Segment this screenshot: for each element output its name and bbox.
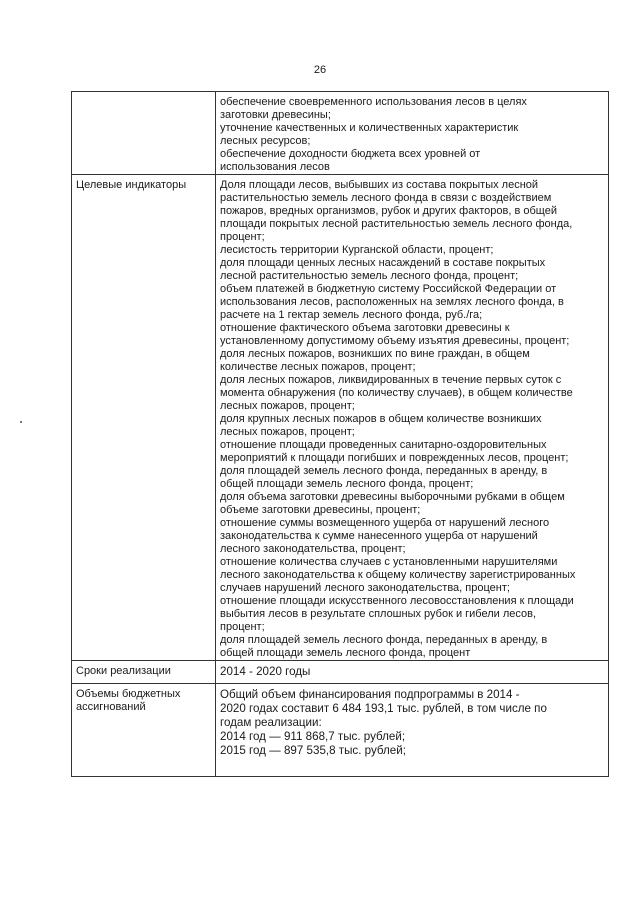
text-line: Доля площади лесов, выбывших из состава покрытых лесной [220,179,539,191]
text-line: доля объема заготовки древесины выборочными рубками в общем [220,491,565,503]
text-line: обеспечение своевременного использования лесов в целях [220,96,527,108]
text-line: годам реализации: [220,716,322,729]
text-line: уточнение качественных и количественных характеристик [220,122,519,134]
text-line: 2020 годах составит 6 484 193,1 тыс. рублей, в том числе по [220,702,547,715]
text-line: случаев нарушений лесного законодательства, процент; [220,582,510,594]
row-content [216,684,609,777]
table-row-indicators [72,175,609,661]
text-line: отношение количества случаев с установленными нарушителями [220,556,558,568]
text-line: доля лесных пожаров, ликвидированных в течение первых суток с [220,374,562,386]
text-line: использования лесов [220,161,330,173]
text-line: объем платежей в бюджетную систему Российской Федерации от [220,283,557,295]
text-line: доля площадей земель лесного фонда, переданных в аренду, в [220,465,548,477]
text-line: выбытия лесов в результате сплошных рубок и гибели лесов, [220,608,537,620]
text-line: лесистость территории Курганской области, процент; [220,244,494,256]
text-line: доля крупных лесных пожаров в общем количестве возникших [220,413,542,425]
text-line: отношение фактического объема заготовки древесины к [220,322,510,334]
text-line: площади покрытых лесной растительностью земель лесного фонда, [220,218,573,230]
page-number: 26 [313,64,327,76]
text-line: 2014 год — 911 868,7 тыс. рублей; [220,730,406,743]
text-line: пожаров, вредных организмов, рубок и других факторов, в общей [220,205,557,217]
text-line: процент; [220,231,265,243]
text-line: лесных пожаров, процент; [220,400,355,412]
text-line: 2015 год — 897 535,8 тыс. рублей; [220,744,406,757]
text-line: заготовки древесины; [220,109,331,121]
text-line: растительностью земель лесного фонда в связи с воздействием [220,192,552,204]
text-line: мероприятий к площади погибших и поврежденных лесов, процент; [220,452,569,464]
row-label: Целевые индикаторы [72,175,216,661]
row-label: Сроки реализации [72,661,216,684]
text-line: использования лесов, расположенных на землях лесного фонда, в [220,296,564,308]
row-label: Объемы бюджетных ассигнований [72,684,216,777]
text-line: общей площади земель лесного фонда, процент; [220,478,474,490]
text-line: объеме заготовки древесины, процент; [220,504,421,516]
row-content [216,92,609,175]
text-line: доля площадей земель лесного фонда, переданных в аренду, в [220,634,548,646]
text-line: обеспечение доходности бюджета всех уровней от [220,148,481,160]
text-line: лесного законодательства к общему количеству зарегистрированных [220,569,576,581]
table-row-goals [72,92,609,175]
text-line: процент; [220,621,265,633]
table-row-period [72,661,609,684]
text-line: законодательства к сумме нанесенного ущерба от нарушений [220,530,538,542]
text-line: количестве лесных пожаров, процент; [220,361,416,373]
text-line: лесных пожаров, процент; [220,426,355,438]
row-label [72,92,216,175]
text-line: отношение площади искусственного лесовосстановления к площади [220,595,574,607]
text-line: доля площади ценных лесных насаждений в составе покрытых [220,257,546,269]
text-line: лесного законодательства, процент; [220,543,406,555]
table-row-budget [72,684,609,777]
row-content [216,175,609,661]
text-line: доля лесных пожаров, возникших по вине граждан, в общем [220,348,530,360]
text-line: Общий объем финансирования подпрограммы в 2014 - [220,688,520,701]
text-line: отношение суммы возмещенного ущерба от нарушений лесного [220,517,550,529]
text-line: отношение площади проведенных санитарно-оздоровительных [220,439,547,451]
text-line: лесных ресурсов; [220,135,311,147]
text-line: лесной растительностью земель лесного фонда, процент; [220,270,519,282]
text-line: расчете на 1 гектар земель лесного фонда, руб./га; [220,309,483,321]
row-content [216,661,609,684]
passport-table [71,91,609,777]
text-line: 2014 - 2020 годы [220,665,311,678]
text-line: момента обнаружения (по количеству случаев), в общем количестве [220,387,573,399]
text-line: установленному допустимому объему изъятия древесины, процент; [220,335,570,347]
text-line: общей площади земель лесного фонда, процент [220,647,471,659]
scan-speck [20,421,22,423]
